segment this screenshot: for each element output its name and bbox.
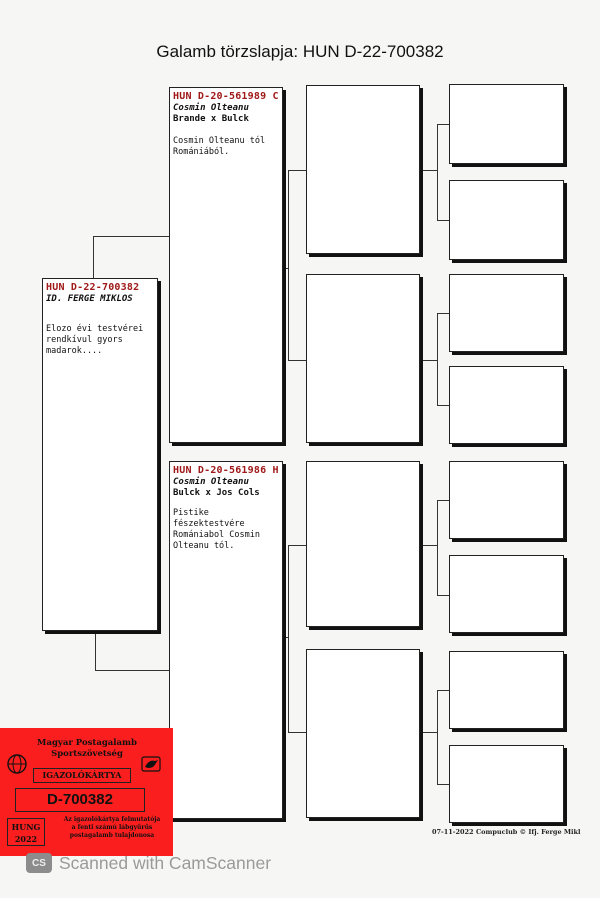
- footer-date: 07-11-2022: [432, 828, 474, 836]
- grandparent-card: [306, 85, 420, 254]
- great-grandparent-card: [449, 461, 564, 539]
- grandparent-card: [306, 461, 420, 627]
- great-grandparent-card: [449, 651, 564, 729]
- watermark-text: Scanned with CamScanner: [59, 852, 272, 873]
- identification-card: [0, 728, 173, 856]
- dam-ring-number: HUN D-20-561986 H: [173, 465, 279, 476]
- camscanner-logo-icon: CS: [26, 853, 52, 873]
- tag-card-type: IGAZOLÓKÁRTYA: [33, 768, 131, 783]
- page-title: Galamb törzslapja: HUN D-22-700382: [156, 42, 444, 61]
- sire-ring-number: HUN D-20-561989 C: [173, 91, 279, 102]
- tag-legal-text: Az igazolókártya felmutatója a fenti számú lábgyűrűs postagalamb tulajdonosa: [63, 816, 161, 839]
- pigeon-card: [42, 278, 158, 631]
- pigeon-emblem-icon: [140, 753, 162, 775]
- pigeon-owner: ID. FERGE MIKLOS: [46, 294, 133, 304]
- sire-cross: Brande x Bulck: [173, 114, 249, 124]
- scanner-watermark: [26, 851, 271, 875]
- sire-note: Cosmin Olteanu tól Romániából.: [173, 136, 266, 157]
- dam-card: [169, 461, 283, 819]
- footer-credit: Compuclub © Ifj. Ferge Mikl: [476, 828, 581, 836]
- grandparent-card: [306, 649, 420, 818]
- sire-card: [169, 87, 283, 443]
- pigeon-ring-number: HUN D-22-700382: [46, 282, 140, 293]
- globe-emblem-icon: [6, 753, 28, 775]
- great-grandparent-card: [449, 274, 564, 352]
- dam-note: Pistike fészektestvére Romániabol Cosmin Olteanu tól.: [173, 508, 260, 551]
- tag-ring-number: D-700382: [15, 788, 145, 812]
- grandparent-card: [306, 274, 420, 443]
- great-grandparent-card: [449, 555, 564, 633]
- dam-cross: Bulck x Jos Cols: [173, 488, 260, 498]
- great-grandparent-card: [449, 745, 564, 823]
- dam-owner: Cosmin Olteanu: [173, 477, 249, 487]
- tag-country-year: HUNG 2022: [7, 818, 45, 846]
- pigeon-note: Elozo évi testvérei rendkívul gyors madarok....: [46, 324, 144, 356]
- great-grandparent-card: [449, 84, 564, 164]
- sire-owner: Cosmin Olteanu: [173, 103, 249, 113]
- great-grandparent-card: [449, 366, 564, 444]
- great-grandparent-card: [449, 180, 564, 260]
- tag-organization: Magyar Postagalamb Sportszövetség: [37, 738, 137, 759]
